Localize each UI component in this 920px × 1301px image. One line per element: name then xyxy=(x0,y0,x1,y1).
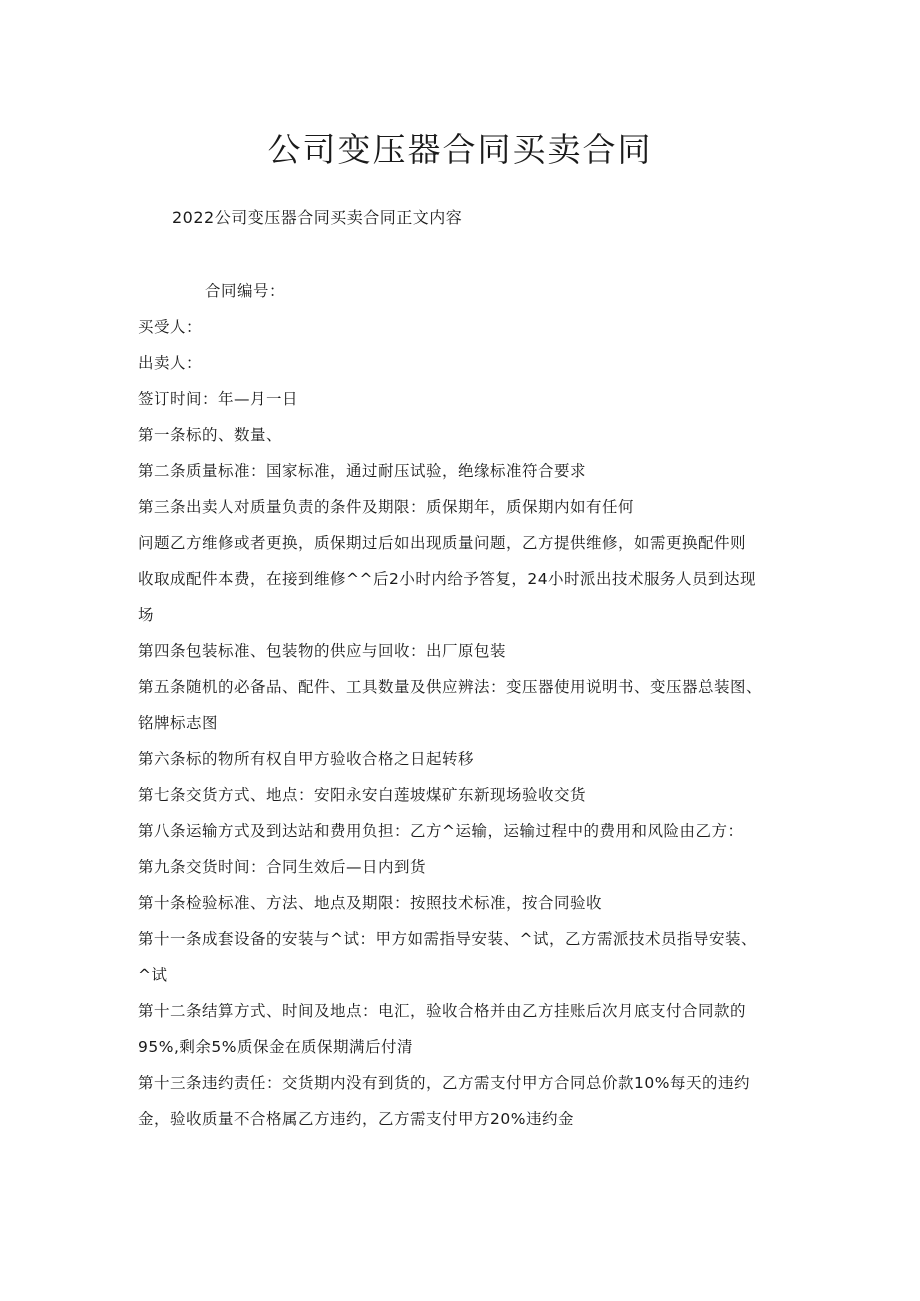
contract-line: 买受人： xyxy=(138,318,203,336)
contract-line: 铭牌标志图 xyxy=(138,714,219,732)
contract-line: 第三条出卖人对质量负责的条件及期限：质保期年，质保期内如有任何 xyxy=(138,498,635,516)
contract-line: 第九条交货时间：合同生效后—日内到货 xyxy=(138,858,427,876)
contract-line: 签订时间：年—月一日 xyxy=(138,390,299,408)
contract-line: 出卖人： xyxy=(138,354,203,372)
document-title: 公司变压器合同买卖合同 xyxy=(267,130,653,169)
contract-line: 第十二条结算方式、时间及地点：电汇，验收合格并由乙方挂账后次月底支付合同款的 xyxy=(138,1002,747,1020)
contract-line: 问题乙方维修或者更换，质保期过后如出现质量问题，乙方提供维修，如需更换配件则 xyxy=(138,534,747,552)
contract-line: 第十条检验标准、方法、地点及期限：按照技术标准，按合同验收 xyxy=(138,894,603,912)
contract-line: 第二条质量标准：国家标准，通过耐压试验，绝缘标准符合要求 xyxy=(138,462,587,480)
contract-line: 场 xyxy=(138,606,155,624)
contract-line: 第八条运输方式及到达站和费用负担：乙方^运输，运输过程中的费用和风险由乙方： xyxy=(138,822,744,840)
contract-line: 第一条标的、数量、 xyxy=(138,426,283,444)
contract-line: 收取成配件本费，在接到维修^^后2小时内给予答复，24小时派出技术服务人员到达现 xyxy=(138,570,757,588)
contract-line: ^试 xyxy=(138,966,168,984)
contract-line: 第十三条违约责任：交货期内没有到货的，乙方需支付甲方合同总价款10%每天的违约 xyxy=(138,1074,750,1092)
contract-line: 金，验收质量不合格属乙方违约，乙方需支付甲方20%违约金 xyxy=(138,1110,574,1128)
contract-line: 第十一条成套设备的安装与^试：甲方如需指导安装、^试，乙方需派技术员指导安装、 xyxy=(138,930,757,948)
document-subtitle: 2022公司变压器合同买卖合同正文内容 xyxy=(172,208,463,227)
contract-line: 第七条交货方式、地点：安阳永安白莲坡煤矿东新现场验收交货 xyxy=(138,786,587,804)
contract-line: 第六条标的物所有权自甲方验收合格之日起转移 xyxy=(138,750,475,768)
contract-line: 第五条随机的必备品、配件、工具数量及供应辨法：变压器使用说明书、变压器总装图、 xyxy=(138,678,763,696)
contract-body xyxy=(138,314,818,1142)
contract-line: 95%,剩余5%质保金在质保期满后付清 xyxy=(138,1038,413,1056)
contract-number-label: 合同编号： xyxy=(205,282,286,300)
contract-line: 第四条包装标准、包装物的供应与回收：出厂原包装 xyxy=(138,642,507,660)
